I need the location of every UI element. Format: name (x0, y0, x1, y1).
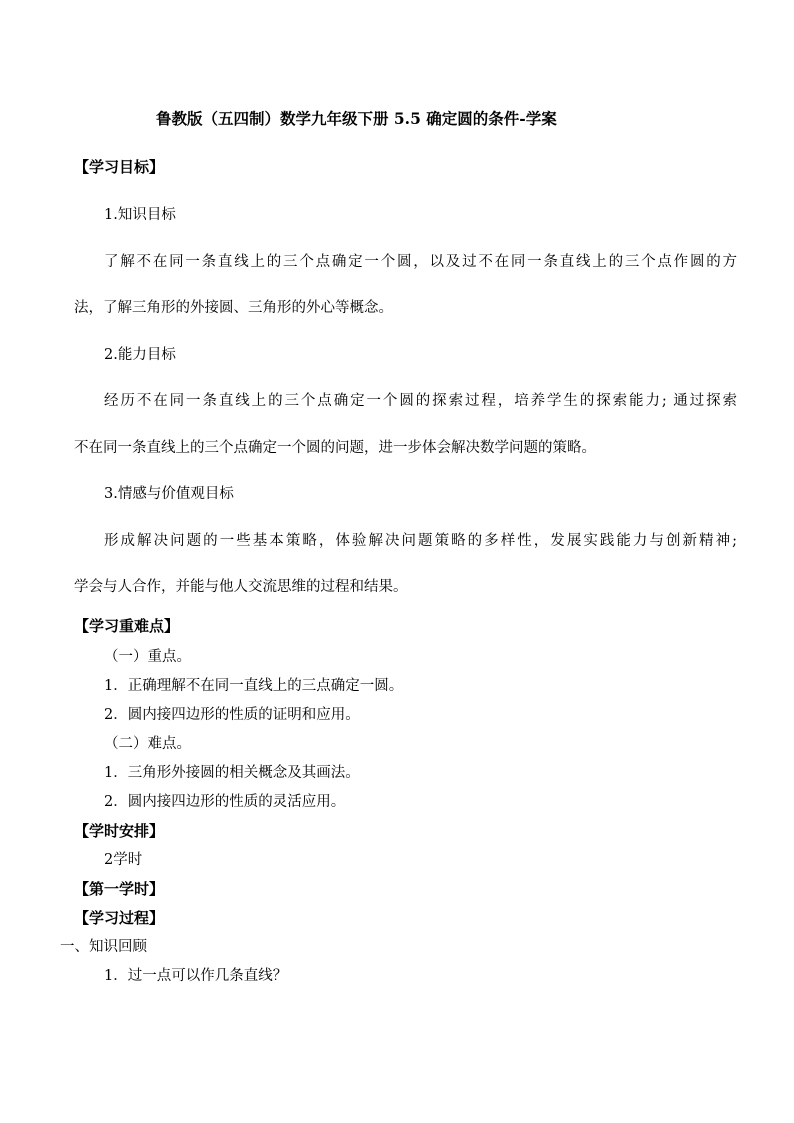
knowledge-goal-label: 1.知识目标 (104, 207, 176, 223)
ability-goal-label: 2.能力目标 (104, 347, 176, 363)
key-points-heading: 【学习重难点】 (74, 617, 180, 635)
knowledge-goal-line-1: 了解不在同一条直线上的三个点确定一个圆，以及过不在同一条直线上的三个点作圆的方 (104, 254, 737, 270)
emotion-goal-line-1: 形成解决问题的一些基本策略，体验解决问题策略的多样性，发展实践能力与创新精神; (104, 533, 737, 549)
difficulty-item-2: 2．圆内接四边形的性质的灵活应用。 (104, 794, 346, 810)
review-question-1: 1．过一点可以作几条直线？ (104, 968, 288, 984)
focus-item-2: 2．圆内接四边形的性质的证明和应用。 (104, 707, 360, 723)
ability-goal-line-2: 不在同一条直线上的三个点确定一个圆的问题，进一步体会解决数学问题的策略。 (74, 440, 596, 456)
lesson-heading: 【第一学时】 (74, 880, 165, 898)
goals-heading: 【学习目标】 (74, 158, 165, 176)
review-label: 一、知识回顾 (60, 939, 147, 955)
emotion-goal-line-2: 学会与人合作，并能与他人交流思维的过程和结果。 (74, 579, 408, 595)
process-heading: 【学习过程】 (74, 909, 165, 927)
schedule-heading: 【学时安排】 (74, 822, 165, 840)
emotion-goal-label: 3.情感与价值观目标 (104, 486, 234, 502)
ability-goal-line-1: 经历不在同一条直线上的三个点确定一个圆的探索过程，培养学生的探索能力; 通过探索 (104, 393, 737, 409)
page-title: 鲁教版（五四制）数学九年级下册 5.5 确定圆的条件-学案 (156, 109, 557, 128)
focus-label: （一）重点。 (104, 649, 191, 665)
schedule-value: 2学时 (104, 852, 143, 868)
focus-item-1: 1．正确理解不在同一直线上的三点确定一圆。 (104, 678, 404, 694)
difficulty-label: （二）难点。 (104, 736, 191, 752)
difficulty-item-1: 1．三角形外接圆的相关概念及其画法。 (104, 765, 360, 781)
knowledge-goal-line-2: 法，了解三角形的外接圆、三角形的外心等概念。 (74, 300, 393, 316)
